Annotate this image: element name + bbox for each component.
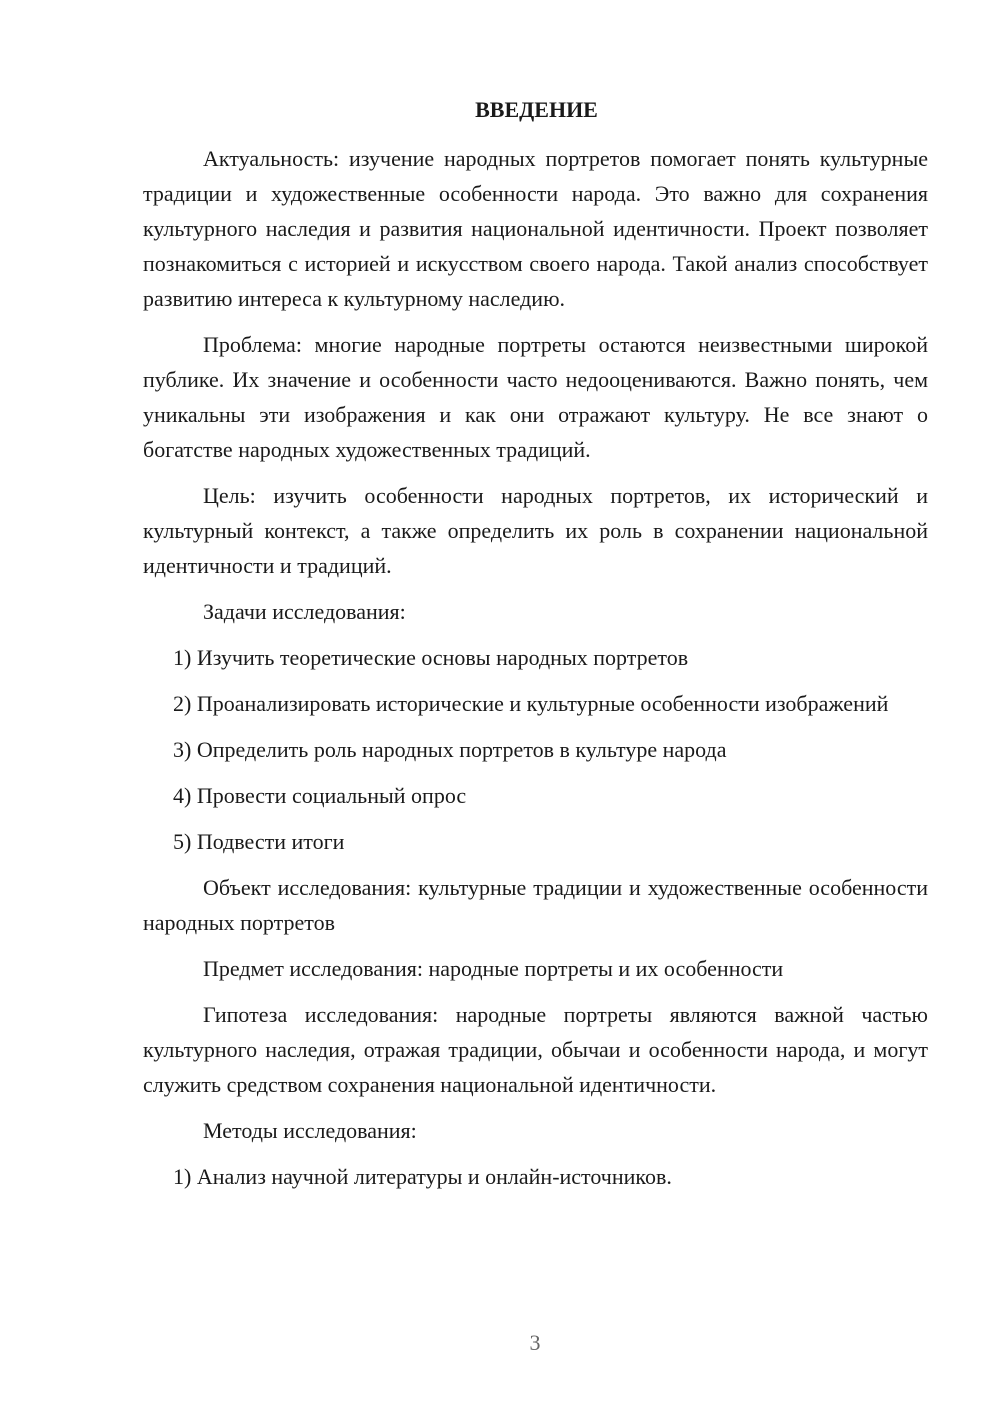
task-item-2: 2) Проанализировать исторические и культурные особенности изображений [173, 691, 889, 716]
task-item-3: 3) Определить роль народных портретов в культуре народа [173, 737, 727, 762]
methods-heading: Методы исследования: [203, 1118, 417, 1143]
paragraph-object: Объект исследования: культурные традиции и художественные особенности народных портретов [143, 875, 928, 935]
task-item-4: 4) Провести социальный опрос [173, 783, 467, 808]
document-page [143, 92, 928, 1205]
paragraph-goal: Цель: изучить особенности народных портретов, их исторический и культурный контекст, а также определить их роль в сохранении национальной идентичности и традиций. [143, 483, 928, 578]
tasks-heading: Задачи исследования: [203, 599, 406, 624]
page-number: 3 [529, 1330, 541, 1355]
paragraph-problem: Проблема: многие народные портреты остаются неизвестными широкой публике. Их значение и особенности часто недооцениваются. Важно понять, чем уникальны эти изображения и как они отражают культуру. Не все знают о богатстве народных художественных традиций. [143, 332, 928, 462]
paragraph-subject: Предмет исследования: народные портреты и их особенности [203, 956, 784, 981]
method-item-1: 1) Анализ научной литературы и онлайн-источников. [173, 1164, 672, 1189]
page-title: ВВЕДЕНИЕ [475, 97, 598, 122]
task-item-1: 1) Изучить теоретические основы народных портретов [173, 645, 689, 670]
task-item-5: 5) Подвести итоги [173, 829, 345, 854]
paragraph-hypothesis: Гипотеза исследования: народные портреты являются важной частью культурного наследия, отражая традиции, обычаи и особенности народа, и могут служить средством сохранения национальной идентичности. [143, 1002, 928, 1097]
paragraph-relevance: Актуальность: изучение народных портретов помогает понять культурные традиции и художественные особенности народа. Это важно для сохранения культурного наследия и развития национальной идентичности. Проект позволяет познакомиться с историей и искусством своего народа. Такой анализ способствует развитию интереса к культурному наследию. [143, 146, 928, 311]
